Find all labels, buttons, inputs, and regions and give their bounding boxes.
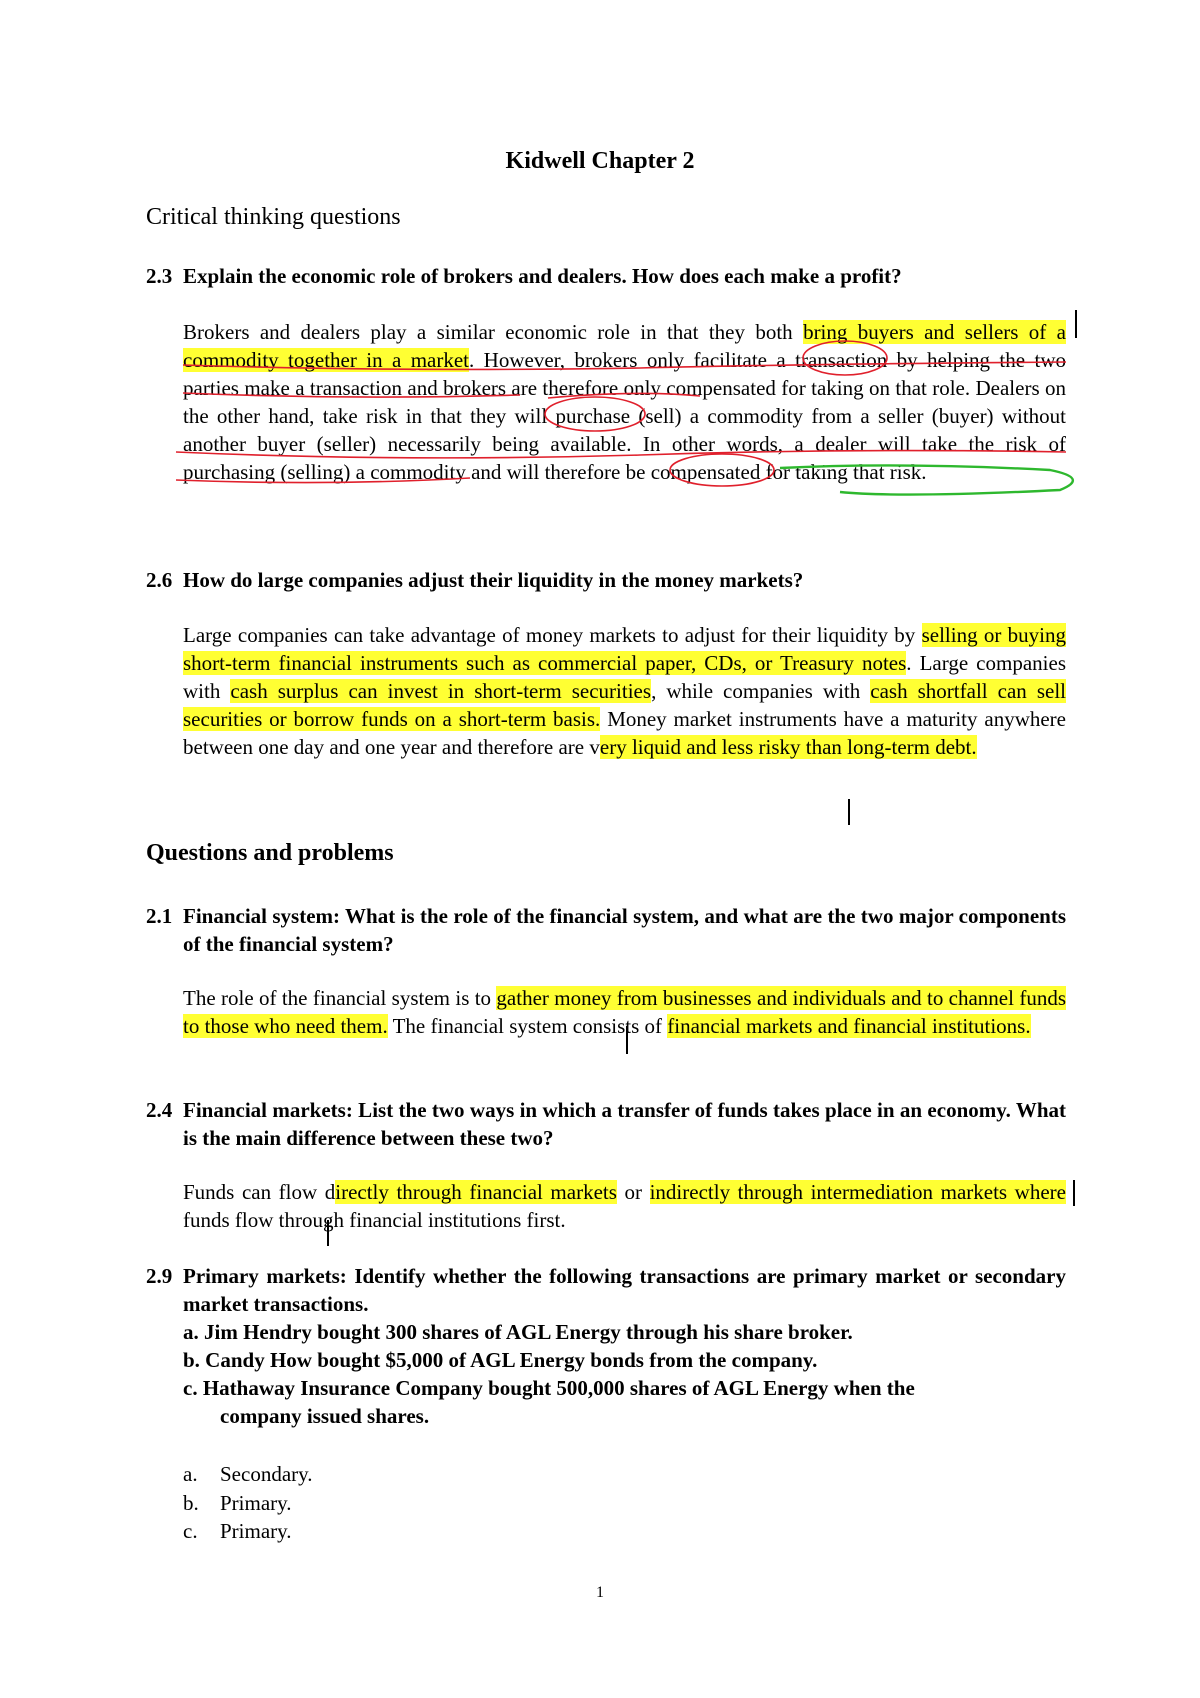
highlighted-text: irectly through financial markets <box>335 1180 617 1204</box>
document-title: Kidwell Chapter 2 <box>505 148 695 174</box>
list-text: Primary. <box>220 1490 292 1515</box>
subquestion-c-line2: company issued shares. <box>220 1404 430 1428</box>
list-item <box>183 1517 313 1546</box>
question-text: Explain the economic role of brokers and dealers. How does each make a profit? <box>183 264 902 288</box>
question-text: Financial markets: List the two ways in which a transfer of funds takes place in an economy. What is the main difference between these two? <box>183 1098 1066 1150</box>
list-item <box>183 1460 313 1489</box>
answer-text: The role of the financial system is to <box>183 986 497 1010</box>
highlighted-text: cash surplus can invest in short-term securities <box>230 679 652 703</box>
highlighted-text: indirectly through intermediation markets where <box>649 1180 1066 1204</box>
question-2-6 <box>146 566 1066 594</box>
highlighted-text: financial markets and financial institutions. <box>667 1014 1031 1038</box>
subquestion-b: b. Candy How bought $5,000 of AGL Energy bonds from the company. <box>183 1348 818 1372</box>
answer-text: funds flow through financial institutions first. <box>183 1208 566 1232</box>
question-text: Financial system: What is the role of the financial system, and what are the two major components of the financial system? <box>183 904 1066 956</box>
answer-text: or <box>616 1180 650 1204</box>
answer-text: Money market instruments have a maturity anywhere between one day and one year and therefore are v <box>183 707 1066 759</box>
answer-text: . However, brokers only facilitate a transaction by helping the two parties make a transaction and brokers are therefore only compensated for taking on that role. Dealers on the other hand, take risk in that they will purchase (sell) a commodity from a seller (buyer) without another buyer (seller) necessarily being available. In other words, a dealer will take the risk of purchasing (selling) a commodity and will therefore be compensated for taking that risk. <box>183 348 1066 484</box>
answer-text: Funds can flow d <box>183 1180 336 1204</box>
answer-text: The financial system consists of <box>387 1014 668 1038</box>
question-2-1 <box>146 902 1066 958</box>
question-text: Primary markets: Identify whether the following transactions are primary market or secondary market transactions. <box>183 1264 1066 1316</box>
highlighted-text: selling or buying short-term financial instruments such as commercial paper, CDs, or Treasury notes <box>183 623 1066 675</box>
section-heading-critical: Critical thinking questions <box>146 204 401 230</box>
list-text: Secondary. <box>220 1462 313 1486</box>
page-number: 1 <box>596 1584 604 1601</box>
list-label: c. <box>183 1519 198 1543</box>
answer-2-4 <box>183 1178 1066 1234</box>
answer-text: Brokers and dealers play a similar economic role in that they both <box>183 320 804 344</box>
question-2-4 <box>146 1096 1066 1152</box>
question-2-3 <box>146 262 1066 290</box>
subquestion-c-line1: c. Hathaway Insurance Company bought 500,000 shares of AGL Energy when the <box>183 1376 915 1400</box>
highlighted-text: ery liquid and less risky than long-term debt. <box>599 735 977 759</box>
answer-2-1 <box>183 984 1066 1040</box>
question-text: How do large companies adjust their liquidity in the money markets? <box>183 568 804 592</box>
question-number: 2.9 <box>146 1264 173 1288</box>
question-2-9 <box>146 1262 1066 1430</box>
question-number: 2.6 <box>146 568 173 592</box>
highlighted-text: cash shortfall can sell securities or borrow funds on a short-term basis. <box>183 679 1067 731</box>
highlighted-text: bring buyers and sellers of a commodity together in a market <box>183 320 1066 372</box>
list-label: a. <box>183 1462 198 1486</box>
section-heading-problems: Questions and problems <box>146 840 394 866</box>
question-number: 2.1 <box>146 904 173 928</box>
answer-2-3 <box>183 318 1066 486</box>
answer-text: . Large companies with <box>183 651 1066 703</box>
question-number: 2.3 <box>146 264 173 288</box>
list-item <box>183 1489 313 1518</box>
question-number: 2.4 <box>146 1098 173 1122</box>
subquestion-c <box>183 1374 1066 1430</box>
answer-list-2-9 <box>183 1460 313 1546</box>
answer-2-6 <box>183 621 1066 761</box>
highlighted-text: gather money from businesses and individuals and to channel funds to those who need them. <box>183 986 1066 1038</box>
answer-text: Large companies can take advantage of money markets to adjust for their liquidity by <box>183 623 922 647</box>
list-text: Primary. <box>220 1519 292 1543</box>
answer-text: , while companies with <box>651 679 871 703</box>
subquestion-a: a. Jim Hendry bought 300 shares of AGL Energy through his share broker. <box>183 1320 853 1344</box>
list-label: b. <box>183 1490 199 1515</box>
